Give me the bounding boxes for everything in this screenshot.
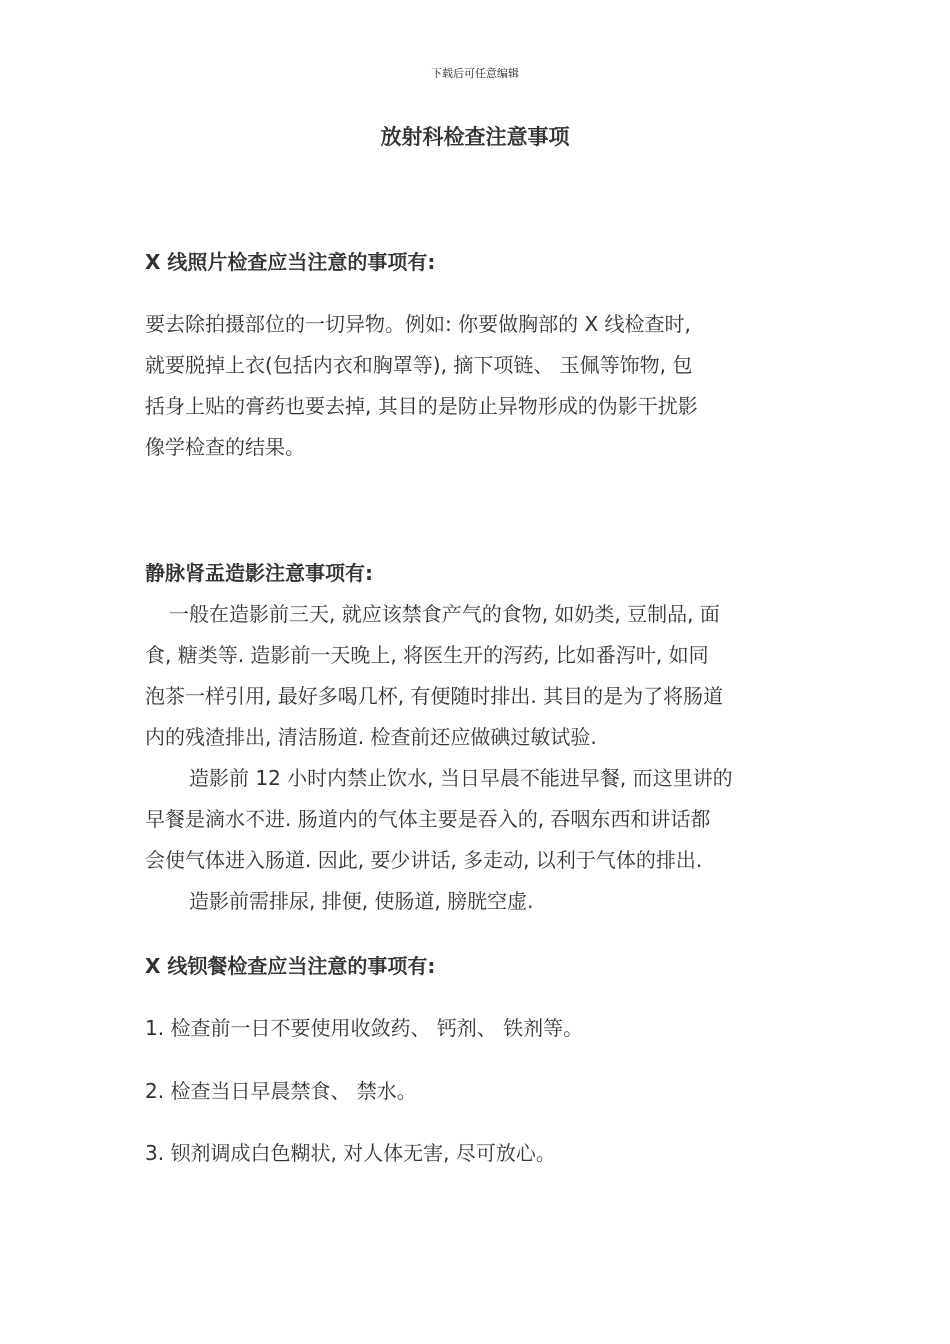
section-heading-barium-meal: X 线钡餐检查应当注意的事项有: (145, 954, 436, 978)
paragraph-line: 内的残渣排出, 清洁肠道. 检查前还应做碘过敏试验. (145, 725, 597, 749)
header-note: 下载后可任意编辑 (431, 67, 519, 80)
paragraph-line: 造影前 12 小时内禁止饮水, 当日早晨不能进早餐, 而这里讲的 (189, 766, 733, 790)
section-xray-photo-paragraph (145, 304, 698, 468)
section-ivp-paragraph-3 (145, 881, 534, 922)
paragraph-line: 泡茶一样引用, 最好多喝几杯, 有便随时排出. 其目的是为了将肠道 (145, 684, 724, 708)
paragraph-line: 一般在造影前三天, 就应该禁食产气的食物, 如奶类, 豆制品, 面 (169, 602, 720, 626)
list-item: 3. 钡剂调成白色糊状, 对人体无害, 尽可放心。 (145, 1141, 556, 1165)
paragraph-line: 早餐是滴水不进. 肠道内的气体主要是吞入的, 吞咽东西和讲话都 (145, 807, 711, 831)
section-heading-ivp: 静脉肾盂造影注意事项有: (145, 561, 373, 585)
paragraph-line: 造影前需排尿, 排便, 使肠道, 膀胱空虚. (189, 889, 534, 913)
paragraph-line: 就要脱掉上衣(包括内衣和胸罩等), 摘下项链、 玉佩等饰物, 包 (145, 353, 693, 377)
paragraph-line: 像学检查的结果。 (145, 435, 305, 459)
paragraph-line: 食, 糖类等. 造影前一天晚上, 将医生开的泻药, 比如番泻叶, 如同 (145, 643, 709, 667)
section-heading-xray-photo: X 线照片检查应当注意的事项有: (145, 250, 436, 274)
list-item: 1. 检查前一日不要使用收敛药、 钙剂、 铁剂等。 (145, 1016, 584, 1040)
paragraph-line: 要去除拍摄部位的一切异物。例如: 你要做胸部的 X 线检查时, (145, 312, 691, 336)
document-title: 放射科检查注意事项 (380, 125, 570, 149)
section-ivp-paragraph-2 (145, 758, 733, 881)
paragraph-line: 会使气体进入肠道. 因此, 要少讲话, 多走动, 以利于气体的排出. (145, 848, 703, 872)
list-item: 2. 检查当日早晨禁食、 禁水。 (145, 1079, 417, 1103)
paragraph-line: 括身上贴的膏药也要去掉, 其目的是防止异物形成的伪影干扰影 (145, 394, 698, 418)
section-ivp-paragraph-1 (145, 594, 723, 758)
